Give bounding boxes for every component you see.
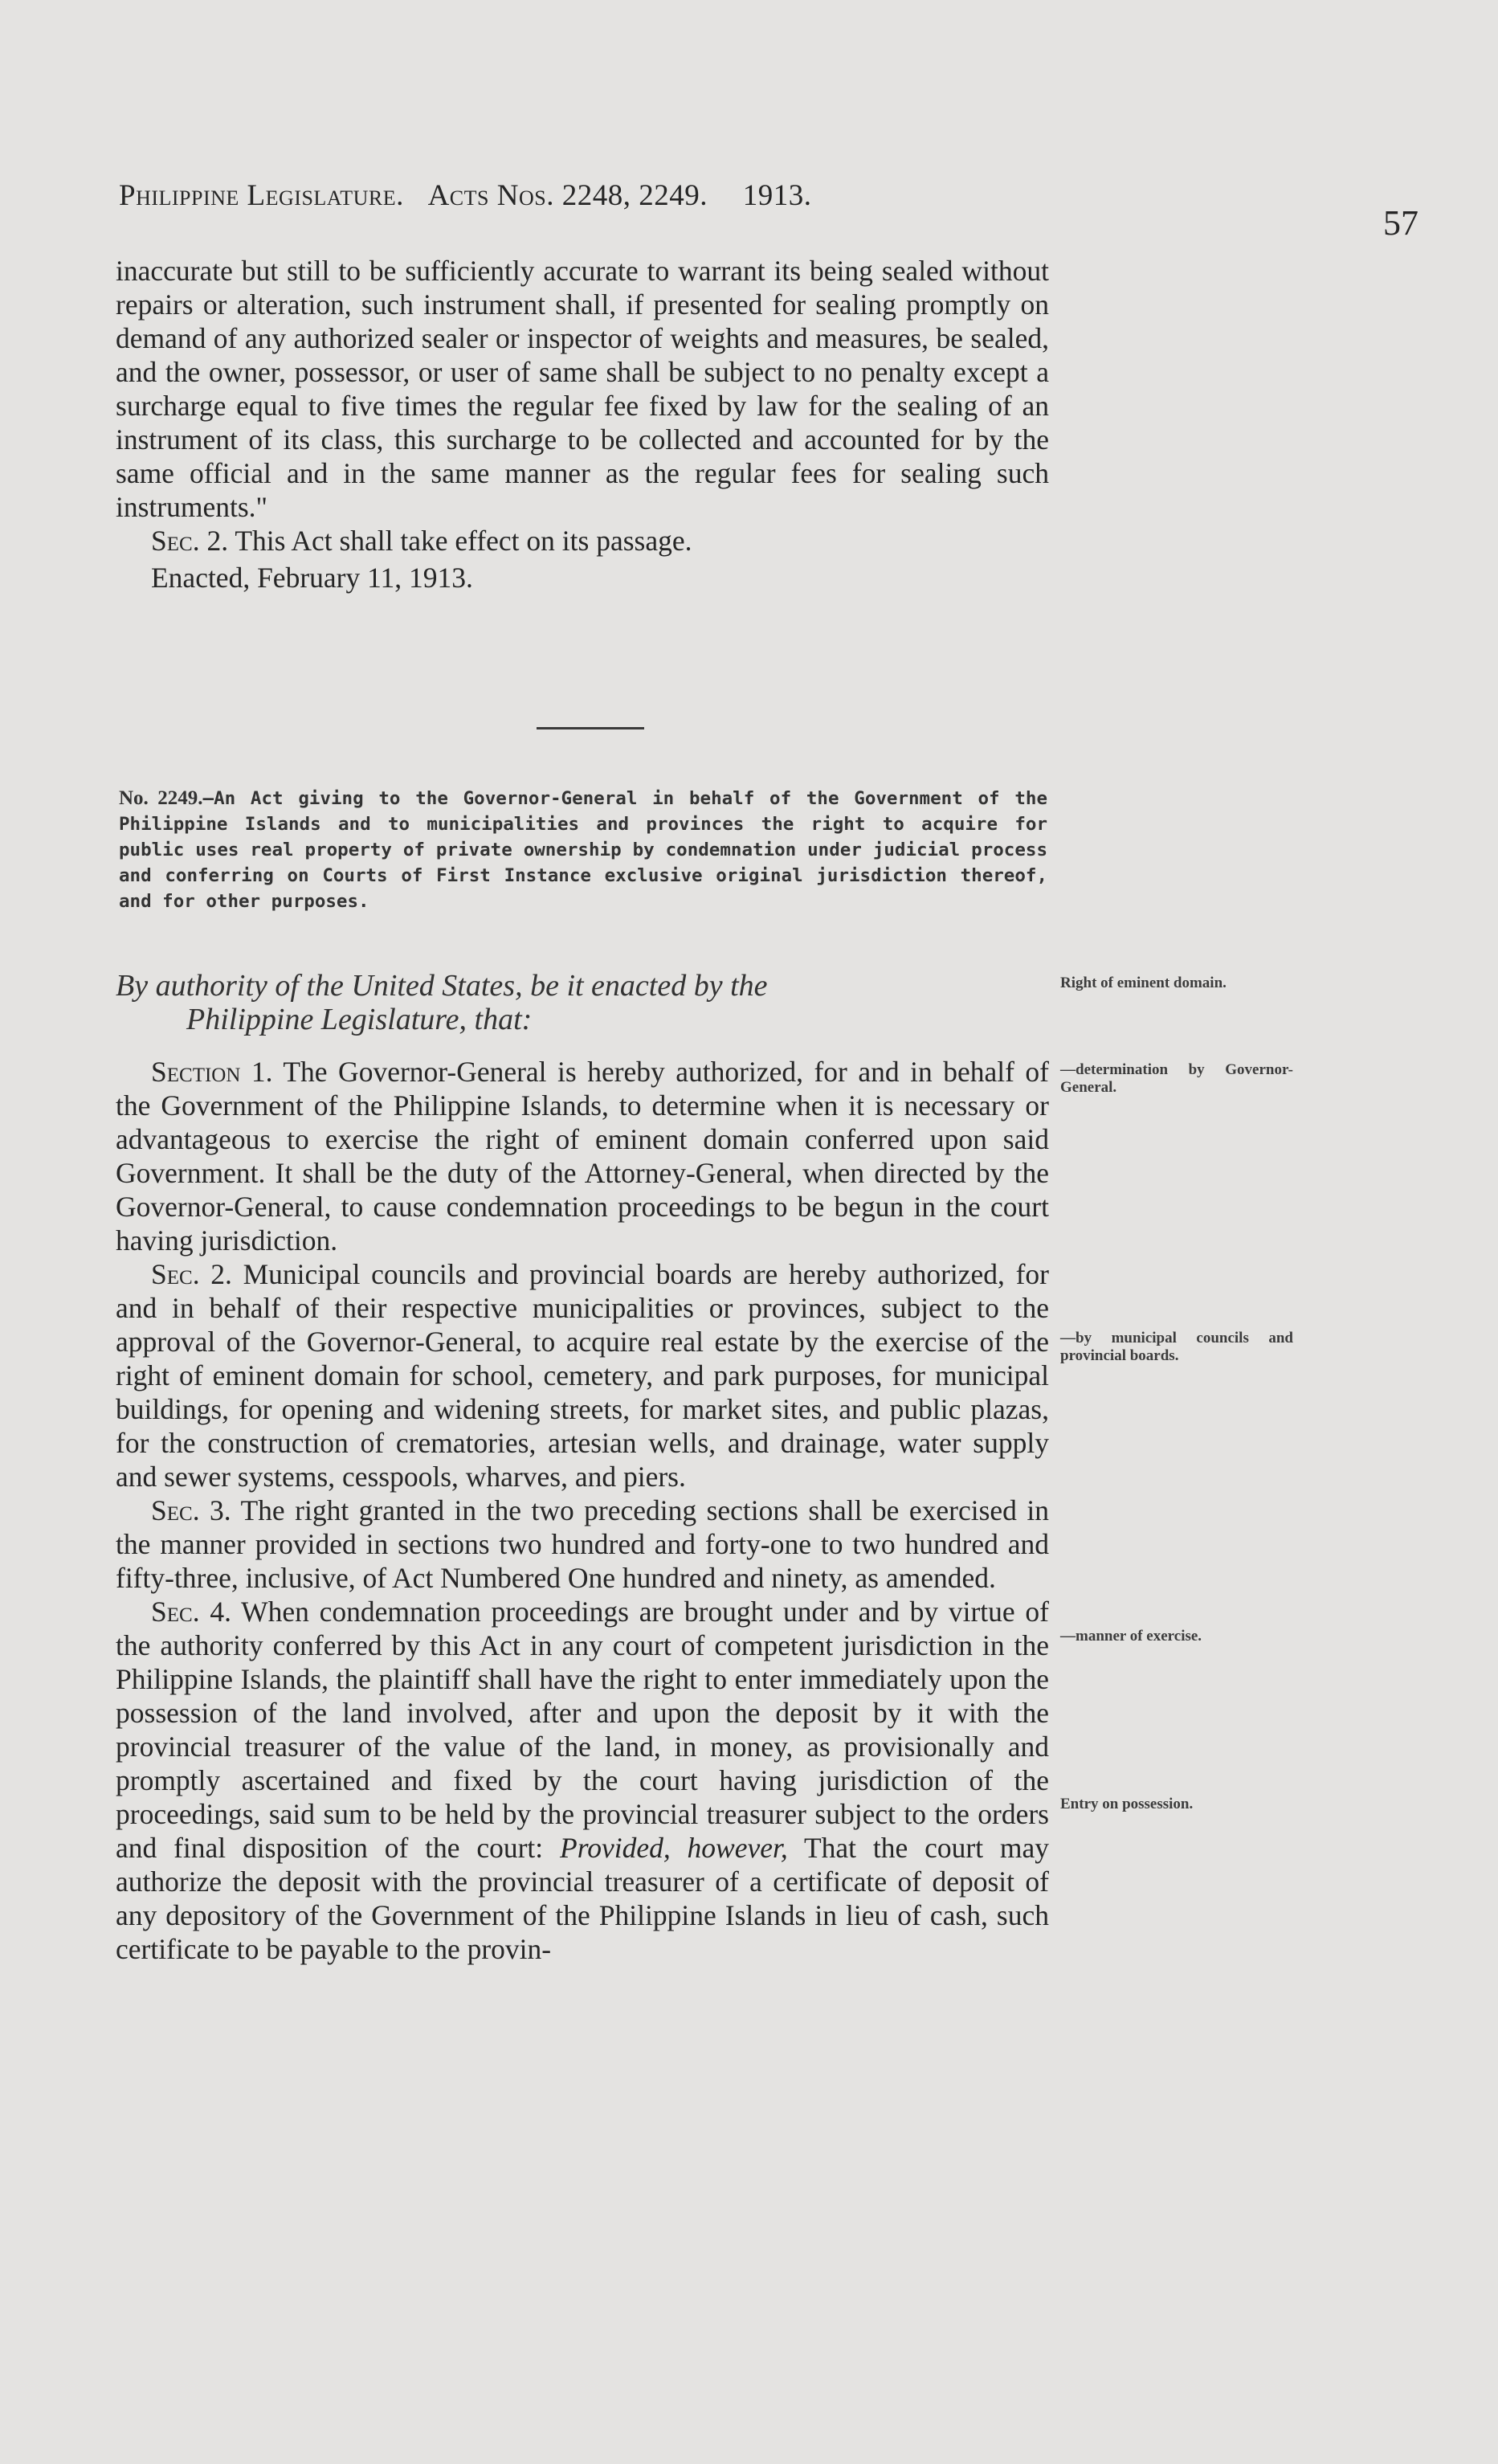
section-divider: [537, 727, 644, 729]
section-paragraph: [116, 524, 1049, 558]
margin-note: Right of eminent domain.: [1060, 975, 1227, 991]
acts-numbers: Acts Nos. 2248, 2249.: [427, 179, 708, 212]
margin-note: —determination by Governor-General.: [1060, 1061, 1293, 1096]
section-paragraph: [116, 1595, 1049, 1966]
section-label: Sec. 3.: [151, 1494, 231, 1526]
section-paragraph: [116, 1055, 1049, 1257]
running-header: [119, 178, 1043, 213]
margin-note: Entry on possession.: [1060, 1796, 1194, 1812]
act-title: [119, 786, 1047, 914]
section-text: This Act shall take effect on its passage.: [235, 525, 692, 557]
proviso-text: Provided, however,: [560, 1832, 788, 1864]
running-title: Philippine Legislature.: [119, 179, 404, 212]
act-number: No. 2249.: [119, 787, 203, 809]
section-paragraph: [116, 1494, 1049, 1595]
margin-note: —manner of exercise.: [1060, 1628, 1202, 1645]
section-label: Section 1.: [151, 1056, 273, 1088]
margin-note: —by municipal councils and provincial boards.: [1060, 1330, 1293, 1364]
section-label: Sec. 2.: [151, 1258, 232, 1290]
enacted-date: Enacted, February 11, 1913.: [151, 562, 473, 594]
section-text: The Governor-General is hereby authorized, for and in behalf of the Government of the Philippine Islands, to determine when it is necessary or advantageous to exercise the right of eminent domain conferred upon said Government. It shall be the duty of the Attorney-General, when directed by the Governor-General, to cause condemnation proceedings to be begun in the court having jurisdiction.: [116, 1056, 1049, 1257]
section-text: When condemnation proceedings are brought under and by virtue of the authority conferred by this Act in any court of competent jurisdiction in the Philippine Islands, the plaintiff shall have the right to enter immediately upon the possession of the land involved, after and upon the deposit by it with the provincial treasurer of the value of the land, in money, as provisionally and promptly ascertained and fixed by the court having jurisdiction of the proceedings, said sum to be held by the provincial treasurer subject to the orders and final disposition of the court:: [116, 1596, 1050, 1864]
section-text: The right granted in the two preceding sections shall be exercised in the manner provided in sections two hundred and forty-one to two hundred and fifty-three, inclusive, of Act Numbered One hundred and ninety, as amended.: [116, 1494, 1049, 1594]
enacting-clause: [116, 969, 1049, 1036]
page-number: 57: [1383, 203, 1418, 243]
section-text: Municipal councils and provincial boards are hereby authorized, for and in behalf of their respective municipalities or provinces, subject to the approval of the Governor-General, to acquire real estate by the exercise of the right of eminent domain for school, cemetery, and park purposes, for municipal buildings, for opening and widening streets, for market sites, and public plazas, for the construction of crematories, artesian wells, and drainage, water supply and sewer systems, cesspools, wharves, and piers.: [116, 1258, 1050, 1493]
act-body: [116, 1055, 1049, 1966]
section-label: Sec. 4.: [151, 1596, 231, 1628]
enacting-line: Philippine Legislature, that:: [186, 1003, 533, 1036]
header-year: 1913.: [742, 179, 812, 212]
continuation-block: [116, 254, 1049, 595]
section-text: That the court may authorize the deposit with the provincial treasurer of a certificate of deposit of any depository of the Government of the Philippine Islands in lieu of cash, such certificate to be payable to the provin-: [116, 1832, 1050, 1965]
act-title-text: —An Act giving to the Governor-General in behalf of the Government of the Philippine Islands and to municipalities and provinces the right to acquire for public uses real property of private ownership by condemnation under judicial process and conferring on Courts of First Instance exclusive original jurisdiction thereof, and for other purposes.: [119, 788, 1047, 912]
continuation-paragraph: inaccurate but still to be sufficiently accurate to warrant its being sealed without repairs or alteration, such instrument shall, if presented for sealing promptly on demand of any authorized sealer or inspector of weights and measures, be sealed, and the owner, possessor, or user of same shall be subject to no penalty except a surcharge equal to five times the regular fee fixed by law for the sealing of an instrument of its class, this surcharge to be collected and accounted for by the same official and in the same manner as the regular fees for sealing such instruments.": [116, 255, 1049, 523]
section-paragraph: [116, 1257, 1049, 1494]
enacting-line: By authority of the United States, be it enacted by the: [116, 969, 768, 1003]
section-label: Sec. 2.: [151, 525, 229, 557]
